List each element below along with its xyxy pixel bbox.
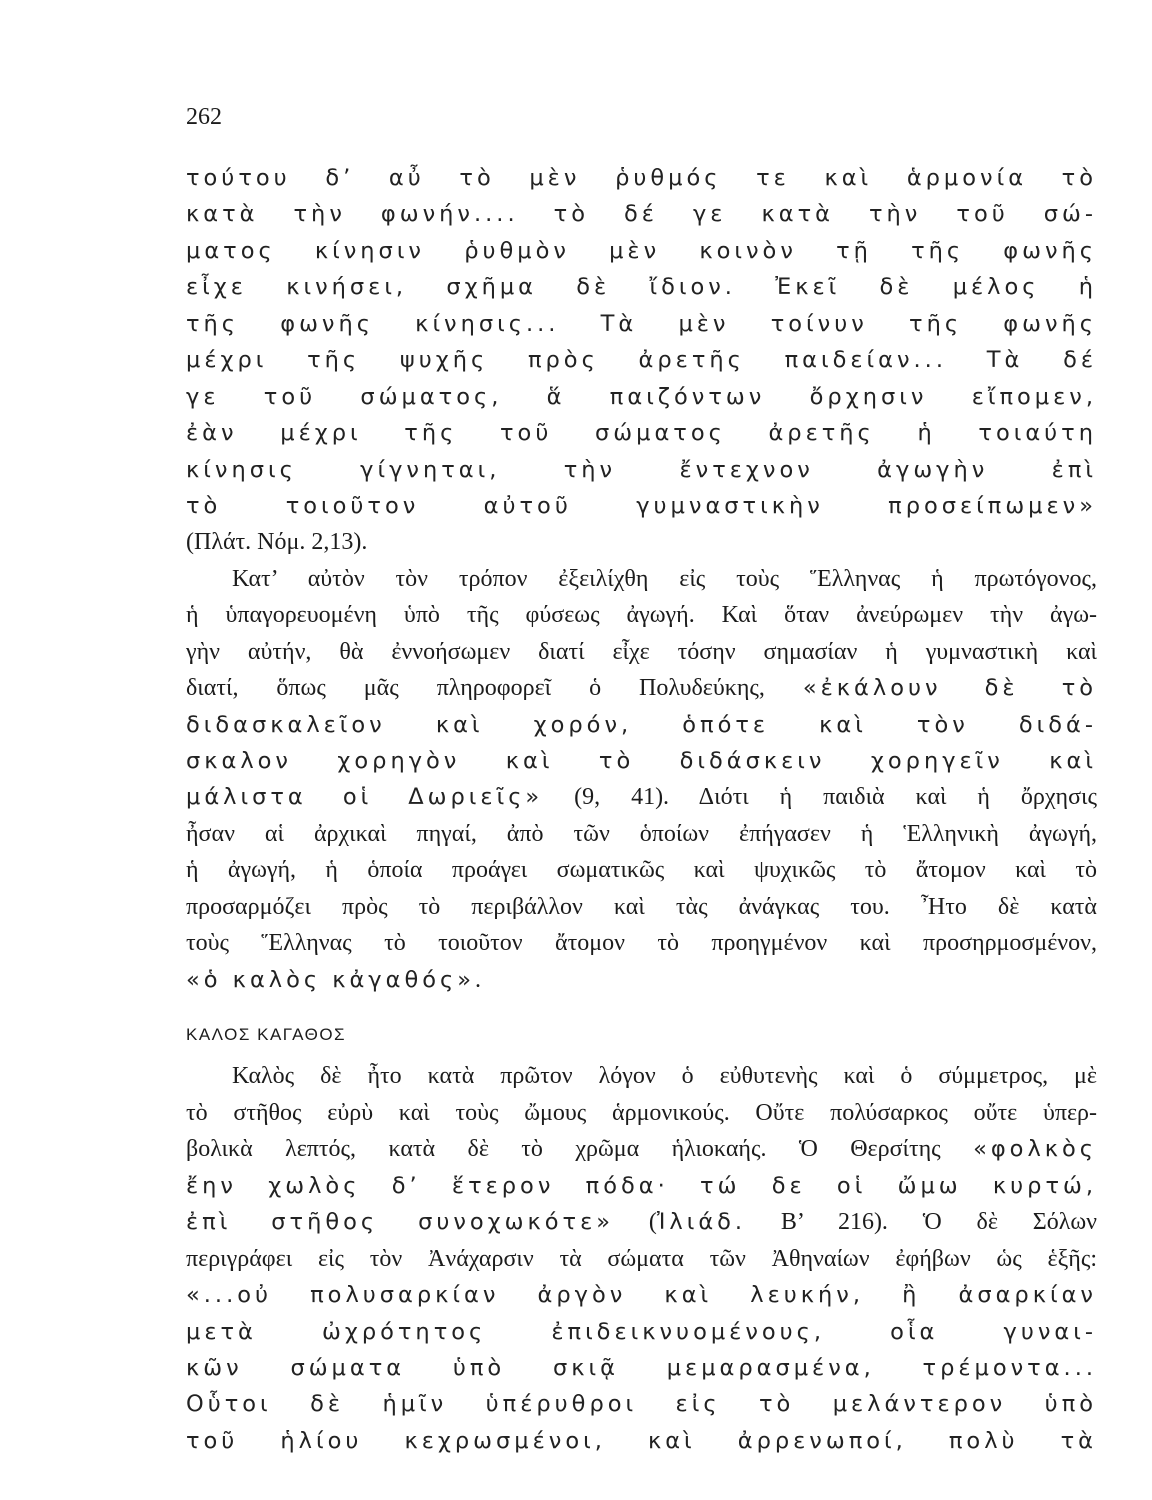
spaced-text: τούτου δ’ αὖ τὸ μὲν ῥυθμός τε καὶ ἁρμονία τὸ — [186, 165, 1097, 191]
body-text: . — [474, 966, 481, 993]
spaced-text: «...οὐ πολυσαρκίαν ἀργὸν καὶ λευκήν, ἢ ἀσαρκίαν — [186, 1282, 1097, 1309]
text-line — [186, 889, 1097, 925]
spaced-text: κατὰ τὴν φωνήν.... τὸ δέ γε κατὰ τὴν τοῦ σώ- — [186, 201, 1097, 228]
spaced-text: κίνησις γίγνηται, τὴν ἔντεχνον ἀγωγὴν ἐπὶ — [186, 456, 1097, 483]
spaced-text: μάλιστα οἱ Δωριεῖς» — [186, 784, 544, 811]
quotation-block — [186, 160, 1097, 561]
text-line — [186, 415, 1097, 451]
spaced-text: μέχρι τῆς ψυχῆς πρὸς ἀρετῆς παιδείαν... Τὰ δέ — [186, 347, 1097, 374]
text-line — [186, 561, 1097, 597]
spaced-text: Οὗτοι δὲ ἡμῖν ὑπέρυθροι εἰς τὸ μελάντερον ὑπὸ — [186, 1391, 1097, 1418]
spaced-text: γε τοῦ σώματος, ἅ παιζόντων ὄρχησιν εἴπομεν, — [186, 383, 1097, 410]
body-text: ἡ ὑπαγορευομένη ὑπὸ τῆς φύσεως ἀγωγή. Καὶ ὅταν ἀνεύρωμεν τὴν ἀγω- — [186, 602, 1097, 629]
spaced-text: ματος κίνησιν ῥυθμὸν μὲν κοινὸν τῇ τῆς φωνῆς — [186, 237, 1097, 264]
text-line — [186, 707, 1097, 743]
body-text: Καλὸς δὲ ἦτο κατὰ πρῶτον λόγον ὁ εὐθυτενὴς καὶ ὁ σύμμετρος, μὲ — [232, 1063, 1097, 1090]
spaced-text: εἶχε κινήσει, σχῆμα δὲ ἴδιον. Ἐκεῖ δὲ μέλος ἡ — [186, 274, 1097, 301]
text-line — [186, 1168, 1097, 1204]
body-text: προσαρμόζει πρὸς τὸ περιβάλλον καὶ τὰς ἀνάγκας του. Ἦτο δὲ κατὰ — [186, 893, 1097, 920]
text-line — [186, 925, 1097, 961]
page-number: 262 — [186, 104, 222, 130]
text-line — [186, 1314, 1097, 1350]
text-line — [186, 1131, 1097, 1167]
spaced-text: «ἐκάλουν δὲ τὸ — [802, 675, 1098, 702]
body-text: ἡ ἀγωγή, ἡ ὁποία προάγει σωματικῶς καὶ ψυχικῶς τὸ ἄτομον καὶ τὸ — [186, 857, 1097, 884]
text-line — [186, 269, 1097, 305]
body-text: (9, 41). Διότι ἡ παιδιὰ καὶ ἡ ὄρχησις — [574, 784, 1097, 811]
spaced-text: τῆς φωνῆς κίνησις... Τὰ μὲν τοίνυν τῆς φωνῆς — [186, 310, 1097, 337]
body-text: περιγράφει εἰς τὸν Ἀνάχαρσιν τὰ σώματα τῶν Ἀθηναίων ἐφήβων ὡς ἑξῆς: — [186, 1245, 1097, 1272]
citation — [186, 524, 1097, 560]
text-line — [186, 488, 1097, 524]
text-line — [186, 852, 1097, 888]
spaced-text: Ἰλιάδ. — [656, 1209, 747, 1236]
spaced-text: τοῦ ἡλίου κεχρωσμένοι, καὶ ἀρρενωποί, πολὺ τὰ — [186, 1427, 1097, 1454]
text-line — [186, 962, 1097, 998]
text-line — [186, 1386, 1097, 1422]
body-text: γὴν αὐτήν, θὰ ἐννοήσωμεν διατί εἶχε τόσην σημασίαν ἡ γυμναστικὴ καὶ — [186, 638, 1097, 665]
spaced-text: «φολκὸς — [973, 1136, 1097, 1163]
spaced-text: ἐὰν μέχρι τῆς τοῦ σώματος ἀρετῆς ἡ τοιαύτη — [186, 420, 1097, 447]
spaced-text: τὸ τοιοῦτον αὐτοῦ γυμναστικὴν προσείπωμεν» — [186, 492, 1097, 519]
text-line — [186, 379, 1097, 415]
text-line — [186, 634, 1097, 670]
paragraph — [186, 1058, 1097, 1459]
body-text: ἦσαν αἱ ἀρχικαὶ πηγαί, ἀπὸ τῶν ὁποίων ἐπήγασεν ἡ Ἑλληνικὴ ἀγωγή, — [186, 820, 1097, 847]
text-line — [186, 743, 1097, 779]
body-text: Κατ’ αὐτὸν τὸν τρόπον ἐξειλίχθη εἰς τοὺς Ἕλληνας ἡ πρωτόγονος, — [232, 565, 1097, 592]
text-line — [186, 1095, 1097, 1131]
text-column — [186, 160, 1097, 1459]
text-line — [186, 1277, 1097, 1313]
text-line — [186, 816, 1097, 852]
text-line — [186, 1423, 1097, 1459]
text-line — [186, 342, 1097, 378]
paragraph — [186, 561, 1097, 998]
text-line — [186, 597, 1097, 633]
spaced-text: ἔην χωλὸς δ’ ἕτερον πόδα· τώ δε οἱ ὤμω κυρτώ, — [186, 1172, 1097, 1199]
spaced-text: μετὰ ὠχρότητος ἐπιδεικνυομένους, οἷα γυναι- — [186, 1318, 1097, 1345]
text-line — [186, 233, 1097, 269]
spaced-text: «ὁ καλὸς κἀγαθός» — [186, 966, 475, 993]
section-heading: ΚΑΛΟΣ ΚΑΓΑΘΟΣ — [186, 1024, 347, 1044]
spaced-text: ἐπὶ στῆθος συνοχωκότε» — [186, 1209, 615, 1236]
text-line — [186, 1058, 1097, 1094]
spaced-text: διδασκαλεῖον καὶ χορόν, ὁπότε καὶ τὸν διδά- — [186, 711, 1097, 738]
text-line — [186, 160, 1097, 196]
body-text: τοὺς Ἕλληνας τὸ τοιοῦτον ἄτομον τὸ προηγμένον καὶ προσηρμοσμένον, — [186, 930, 1097, 957]
text-line — [186, 452, 1097, 488]
text-line — [186, 1350, 1097, 1386]
body-text: διατί, ὅπως μᾶς πληροφορεῖ ὁ Πολυδεύκης, — [186, 675, 765, 702]
citation-text: (Πλάτ. Νόμ. 2,13). — [186, 529, 368, 556]
body-text: τὸ στῆθος εὐρὺ καὶ τοὺς ὤμους ἁρμονικούς. Οὔτε πολύσαρκος οὔτε ὑπερ- — [186, 1099, 1097, 1126]
text-line — [186, 306, 1097, 342]
text-line — [186, 1241, 1097, 1277]
body-text: ( — [648, 1209, 657, 1236]
body-text: Β’ 216). Ὁ δὲ Σόλων — [780, 1209, 1098, 1236]
text-line — [186, 670, 1097, 706]
text-line — [186, 779, 1097, 815]
spaced-text: σκαλον χορηγὸν καὶ τὸ διδάσκειν χορηγεῖν καὶ — [186, 748, 1097, 774]
text-line — [186, 196, 1097, 232]
spaced-text: κῶν σώματα ὑπὸ σκιᾷ μεμαρασμένα, τρέμοντα... — [186, 1354, 1097, 1381]
body-text: βολικὰ λεπτός, κατὰ δὲ τὸ χρῶμα ἡλιοκαής. Ὁ Θερσίτης — [186, 1136, 941, 1163]
text-line — [186, 1204, 1097, 1240]
